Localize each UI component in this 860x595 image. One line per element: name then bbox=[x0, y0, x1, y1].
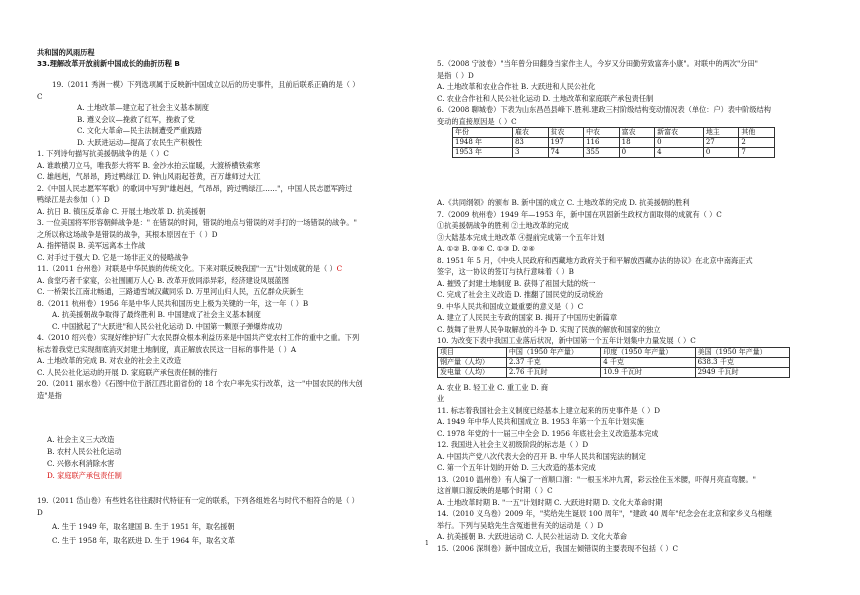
left-text-line: 鸭绿江是去参加（ ）D bbox=[37, 195, 110, 204]
right-text-line: A. 摧毁了封建土地制度 B. 获得了祖国大陆的统一 bbox=[437, 279, 596, 288]
table-row bbox=[438, 358, 790, 368]
left-text-line: 2.《中国人民志愿军军歌》的歌词中写到"雄赳赳，气昂昂，跨过鸭绿江……"，中国人民志愿军跨过 bbox=[37, 184, 353, 193]
left-text-line: C. 生于 1958 年，取名跃进 D. 生于 1964 年，取名文革 bbox=[52, 536, 235, 545]
right-text-line: 9. 中华人民共和国成立最重要的意义是（ ）C bbox=[437, 302, 584, 311]
right-text-line: C. 第一个五年计划的开始 D. 三大改造的基本完成 bbox=[437, 463, 596, 472]
table-cell: 4 bbox=[655, 148, 704, 158]
right-text-line: A. 农业 B. 轻工业 C. 重工业 D. 商 bbox=[437, 383, 549, 392]
table-cell: 4 千克 bbox=[601, 358, 695, 368]
left-text-line: A. 抗日 B. 镇压反革命 C. 开展土地改革 D. 抗美援朝 bbox=[37, 207, 206, 216]
left-text-line: 4.（2010 绍兴卷）实现好维护好广大农民群众根本利益历来是中国共产党农村工作的重中之重。下列 bbox=[37, 333, 360, 342]
table-cell: 355 bbox=[584, 148, 620, 158]
table-cell: 地主 bbox=[703, 128, 739, 138]
right-text-line: ③大陆基本完成土地改革 ④提前完成第一个五年计划 bbox=[437, 233, 605, 242]
right-text-line: A.《共同纲领》的颁布 B. 新中国的成立 C. 土地改革的完成 D. 抗美援朝的胜利 bbox=[437, 198, 690, 207]
left-text-line: A. 谁敢横刀立马，唯我彭大将军 B. 金沙水拍云崖暖，大渡桥横铁索寒 bbox=[37, 161, 261, 170]
left-text-line: A. 生于 1949 年，取名建国 B. 生于 1951 年，取名援朝 bbox=[52, 522, 235, 531]
table-cell: 0 bbox=[655, 138, 704, 148]
right-text-line: 7.（2009 杭州卷）1949 年—1953 年，新中国在巩固新生政权方面取得的成就有（ ）C bbox=[437, 210, 722, 219]
answer-mark: C bbox=[336, 264, 343, 273]
table-cell: 10.9 千瓦时 bbox=[601, 368, 695, 378]
table-cell: 贫农 bbox=[548, 128, 584, 138]
table-cell: 发电量（人均） bbox=[438, 368, 507, 378]
left-text-line: 20.（2011 丽水卷）《石图中位于浙江西北面省份的 18 个农户率先实行改革，这一"中国农民的伟大创 bbox=[37, 379, 363, 388]
left-text-line: C. 一桥架长江南北畅通，三路通雪域汉藏同乐 D. 万里河山归人民，五亿群众庆新生 bbox=[37, 287, 304, 296]
table-cell: 美国（1950 年产量） bbox=[695, 348, 789, 358]
right-text-line: C. 鼓舞了世界人民争取解放的斗争 D. 实现了民族的解放和国家的独立 bbox=[437, 325, 661, 334]
right-text-line: 这首顺口溜反映的是哪个时期（ ）C bbox=[437, 486, 553, 495]
table-header-row bbox=[453, 128, 775, 138]
right-text-line: A. ①② B. ③④ C. ①③ D. ②④ bbox=[437, 244, 535, 253]
table-cell: 雇农 bbox=[512, 128, 548, 138]
table-cell: 钢产量（人均） bbox=[438, 358, 507, 368]
left-text-line: C. 雄赳赳，气昂昂，跨过鸭绿江 D. 钟山风雨起苍黄，百万雄师过大江 bbox=[37, 172, 261, 181]
left-text-line: A. 土地改革的完成 B. 对农业的社会主义改造 bbox=[37, 356, 182, 365]
left-text-line: A. 指挥错误 B. 美军远离本土作战 bbox=[37, 241, 146, 250]
left-text-line: 8.（2011 杭州卷）1956 年是中华人民共和国历史上极为关键的一年，这一年（ ）B bbox=[37, 299, 309, 308]
left-text-line: A. 抗美援朝战争取得了最终胜利 B. 中国建成了社会主义基本制度 bbox=[52, 310, 261, 319]
left-text-line: C. 兴修水利消除水害 bbox=[47, 459, 115, 468]
table-cell: 2 bbox=[739, 138, 775, 148]
left-text-line: 之所以称这场战争是错误的战争，其根本原因在于（ ）D bbox=[37, 230, 218, 239]
table-cell: 项目 bbox=[438, 348, 507, 358]
right-text-line: 6.（2008 聊城卷）下表为山东昌邑县峰下.胜利.建政三村阶级结构变动情况表（单位：户）表中阶级结构 bbox=[437, 105, 771, 114]
table-cell: 新富农 bbox=[655, 128, 704, 138]
right-text-line: A. 抗美援朝 B. 大跃进运动 C. 人民公社运动 D. 文化大革命 bbox=[437, 532, 628, 541]
left-text-line: 造"是指 bbox=[37, 391, 62, 400]
right-text-line: C. 1978 年党的十一届三中全会 D. 1956 年底社会主义改造基本完成 bbox=[437, 429, 659, 438]
right-text-line: C. 完成了社会主义改造 D. 推翻了国民党的反动统治 bbox=[437, 290, 603, 299]
left-text-line: C bbox=[37, 92, 43, 101]
table-cell: 0 bbox=[703, 148, 739, 158]
left-text-line: B. 农村人民公社化运动 bbox=[47, 447, 122, 456]
left-text-line: 19.（2011 岱山卷）有些姓名往往跟时代特征有一定的联系，下列各组姓名与时代不相符合的是（ ） bbox=[37, 496, 359, 505]
left-text-line: 共和国的风雨历程 bbox=[37, 48, 95, 57]
left-text-line: A. 土地改革—建立起了社会主义基本制度 bbox=[77, 103, 209, 112]
right-text-line: A. 建立了人民民主专政的国家 B. 揭开了中国历史新篇章 bbox=[437, 313, 618, 322]
table-cell: 1953 年 bbox=[453, 148, 513, 158]
right-text-line: 业 bbox=[437, 394, 445, 403]
right-text-line: 14.（2010 义乌卷）2009 年，"奖给先生诞辰 100 周年"，"建政 40 周年"纪念会在北京和家乡义乌相继 bbox=[437, 509, 773, 518]
left-text-line: D. 大跃进运动—提高了农民生产积极性 bbox=[77, 138, 203, 147]
table-cell: 3 bbox=[512, 148, 548, 158]
left-text-line: C. 对手过于强大 D. 它是一场非正义的侵略战争 bbox=[37, 253, 189, 262]
table-header-row bbox=[438, 348, 790, 358]
left-text-line: A. 食堂巧者千家宴，公社围圃万人心 B. 改革开放同添异彩，经济建设凤展蓝图 bbox=[37, 276, 289, 285]
left-text-line: 1. 下列诗句描写抗美援朝战争的是（ ）C bbox=[37, 149, 169, 158]
right-text-line: A. 1949 年中华人民共和国成立 B. 1953 年第一个五年计划实施 bbox=[437, 417, 644, 426]
right-text-line: 举行。下列与吴晗先生含冤逝世有关的运动是（ ）D bbox=[437, 521, 604, 530]
left-text-line: C. 中国掀起了"大跃进"和人民公社化运动 D. 中国第一颗原子弹爆炸成功 bbox=[52, 322, 283, 331]
table-cell: 0 bbox=[619, 148, 655, 158]
table-row bbox=[453, 148, 775, 158]
right-text-line: 13.（2010 温州卷）有人编了一首顺口溜："一根玉米冲九霄，彩云拴住玉米腰，吓得月亮直弯腰。" bbox=[437, 475, 756, 484]
industry-comparison-table bbox=[437, 347, 790, 378]
right-text-line: A. 中国共产党八次代表大会的召开 B. 中华人民共和国宪法的制定 bbox=[437, 452, 646, 461]
left-text-line: C. 人民公社化运动的开展 D. 家庭联产承包责任制的推行 bbox=[37, 368, 218, 377]
table-cell: 197 bbox=[548, 138, 584, 148]
right-text-line: 11. 标志着我国社会主义制度已经基本上建立起来的历史事件是（ ）D bbox=[437, 406, 661, 415]
right-text-line: 8. 1951 年 5 月，《中央人民政府和西藏地方政府关于和平解放西藏办法的协议》在北京中南海正式 bbox=[437, 256, 753, 265]
left-text-line: 19.（2011 秀洲一模）下列选项属于反映新中国成立以后的历史事件，且前后联系正确的是（ ） bbox=[52, 80, 360, 89]
right-text-line: 12. 我国进入社会主义初级阶段的标志是（ ）D bbox=[437, 440, 589, 449]
table-cell: 83 bbox=[512, 138, 548, 148]
left-text-line: D bbox=[37, 508, 43, 517]
right-text-line: ①抗美援朝战争的胜利 ②土地改革的完成 bbox=[437, 221, 569, 230]
class-structure-table bbox=[452, 127, 775, 158]
table-cell: 富农 bbox=[619, 128, 655, 138]
left-text-line: 33.理解改革开放前新中国成长的曲折历程 B bbox=[37, 59, 180, 68]
table-cell: 7 bbox=[739, 148, 775, 158]
right-text-line: 10. 为改变下表中我国工业落后状况，新中国第一个五年计划集中力量发展（ ）C bbox=[437, 336, 696, 345]
table-cell: 2.76 千瓦时 bbox=[506, 368, 600, 378]
table-cell: 1948 年 bbox=[453, 138, 513, 148]
table-row bbox=[438, 368, 790, 378]
left-text-line: 标志着我党已实现彻底消灭封建土地制度，真正解放农民这一目标的事件是（ ）A bbox=[37, 345, 297, 354]
table-cell: 2949 千瓦时 bbox=[695, 368, 789, 378]
table-cell: 27 bbox=[703, 138, 739, 148]
table-cell: 638.3 千克 bbox=[695, 358, 789, 368]
left-text-line: C. 文化大革命—民主法制遭受严重践踏 bbox=[77, 126, 202, 135]
table-cell: 中农 bbox=[584, 128, 620, 138]
table-cell: 印度（1950 年产量） bbox=[601, 348, 695, 358]
right-text-line: 签字，这一协议的签订与执行意味着（ ）B bbox=[437, 267, 574, 276]
table-cell: 74 bbox=[548, 148, 584, 158]
right-text-line: C. 农业合作社和人民公社化运动 D. 土地改革和家庭联产承包责任制 bbox=[437, 94, 654, 103]
left-text-line: 3. 一位美国将军形容朝鲜战争是：" 在错误的时间，错误的地点与错误的对手打的一场错误的战争。" bbox=[37, 218, 357, 227]
right-text-line: 是指（ ）D bbox=[437, 71, 474, 80]
table-cell: 18 bbox=[619, 138, 655, 148]
left-text-line: 11.（2011 台州卷）对联是中华民族的传统文化。下来对联反映我国"一五"计划成就的是（ ）C bbox=[37, 264, 343, 273]
table-cell: 116 bbox=[584, 138, 620, 148]
table-cell: 中国（1950 年产量） bbox=[506, 348, 600, 358]
right-text-line: 15.（2006 深圳卷）新中国成立后，我国左倾错误的主要表现不包括（ ）C bbox=[437, 544, 679, 553]
table-row bbox=[453, 138, 775, 148]
left-text-line: A. 社会主义三大改造 bbox=[47, 435, 115, 444]
page-number: 1 bbox=[425, 540, 429, 547]
right-text-line: 变动的直接原因是（ ）C bbox=[437, 117, 517, 126]
right-text-line: 5.（2008 宁波卷）"当年曾分田翻身当家作主人，今岁又分田勤劳致富奔小康"。对联中的两次"分田" bbox=[437, 59, 758, 68]
left-text-line: B. 遵义会议—挽救了红军，挽救了党 bbox=[77, 115, 195, 124]
right-text-line: A. 土地改革时期 B. "一五"计划时期 C. 大跃进时期 D. 文化大革命时期 bbox=[437, 498, 663, 507]
table-cell: 2.37 千克 bbox=[506, 358, 600, 368]
table-cell: 其他 bbox=[739, 128, 775, 138]
left-text-line: D. 家庭联产承包责任制 bbox=[47, 471, 122, 480]
right-text-line: A. 土地改革和农业合作社 B. 大跃进和人民公社化 bbox=[437, 82, 596, 91]
table-cell: 年份 bbox=[453, 128, 513, 138]
